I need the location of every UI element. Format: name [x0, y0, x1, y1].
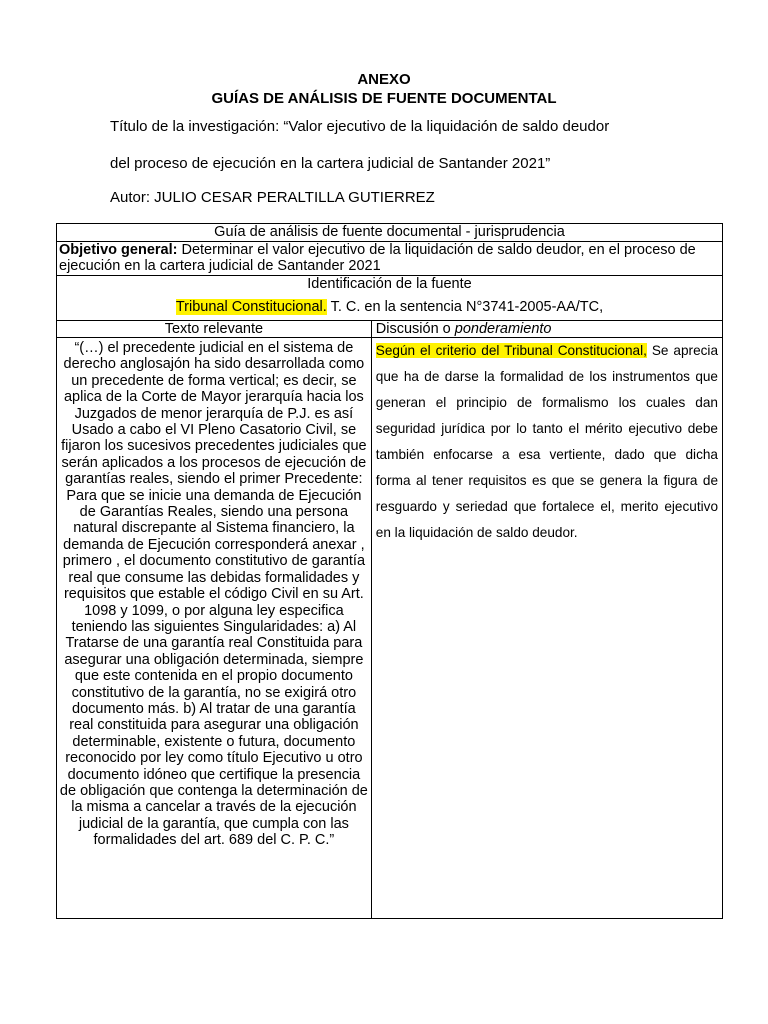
discussion-text: Se aprecia que ha de darse la formalidad de los instrumentos que generan el principio de formalismo los cuales dan seguridad jurídica por lo tanto el mérito ejecutivo debe también enfocarse a esa vertiente, dado que dicha forma al tener requisitos es que se genera la figura de resguardo y seriedad que fortalece el, merito ejecutivo en la liquidación de saldo deudor.	[375, 343, 719, 540]
guide-heading-row	[57, 224, 723, 242]
source-cell	[57, 275, 723, 320]
author-line: Autor: JULIO CESAR PERALTILLA GUTIERREZ	[110, 189, 435, 206]
guide-heading: Guía de análisis de fuente documental - jurisprudencia	[57, 224, 723, 242]
source-row	[57, 275, 723, 320]
discussion-cell	[371, 338, 722, 919]
source-rest: T. C. en la sentencia N°3741-2005-AA/TC,	[326, 299, 604, 315]
document-title: GUÍAS DE ANÁLISIS DE FUENTE DOCUMENTAL	[211, 90, 557, 107]
relevant-text-header: Texto relevante	[57, 320, 372, 338]
column-header-row	[57, 320, 723, 338]
objective-cell	[57, 241, 723, 275]
relevant-text-cell: “(…) el precedente judicial en el sistema de derecho anglosajón ha sido desarrollada como un precedente de forma vertical; es decir, se aplica de la Corte de Mayor jerarquía hacia los Juzgados de menor jerarquía de P.J. es así Usado a cabo el VI Pleno Casatorio Civil, se fijaron los sucesivos precedentes judiciales que serán aplicados a los procesos de ejecución de garantías reales, siendo el primer Precedente: Para que se inicie una demanda de Ejecución de Garantías Reales, siendo una persona natural discrepante al Sistema financiero, la demanda de Ejecución corresponderá anexar , primero , el documento constitutivo de garantía real que consume las debidas formalidades y requisitos que estable el código Civil en su Art. 1098 y 1099, o por alguna ley especifica teniendo las siguientes Singularidades: a) Al Tratarse de una garantía real Constituida para asegurar una obligación determinada, siempre que este contenida en el propio documento constitutivo de la garantía, no se exigirá otro documento más. b) Al tratar de una garantía real constituida para asegurar una obligación determinable, existente o futura, documento reconocido por ley como título Ejecutivo u otro documento idóneo que certifique la presencia de obligación que contenga la determinación de la misma a cancelar a través de la ejecución judicial de la garantía, que cumpla con las formalidades del art. 689 del C. P. C.”	[57, 338, 372, 919]
research-title-line-2: del proceso de ejecución en la cartera judicial de Santander 2021”	[110, 155, 551, 172]
research-title-line-1: Título de la investigación: “Valor ejecutivo de la liquidación de saldo deudor	[110, 118, 610, 135]
discussion-header-plain: Discusión o	[375, 320, 455, 337]
source-identification	[59, 299, 720, 320]
source-highlight: Tribunal Constitucional.	[175, 299, 327, 315]
objective-label: Objetivo general:	[59, 241, 178, 258]
discussion-highlight: Según el criterio del Tribunal Constitucional,	[375, 343, 647, 358]
discussion-header-italic: ponderamiento	[454, 320, 552, 337]
objective-row	[57, 241, 723, 275]
annex-heading: ANEXO	[357, 71, 411, 88]
source-heading: Identificación de la fuente	[307, 275, 472, 292]
objective-text: Determinar el valor ejecutivo de la liquidación de saldo deudor, en el proceso de ejecución en la cartera judicial de Santander 2021	[59, 241, 696, 274]
discussion-header	[371, 320, 722, 338]
analysis-guide-table	[56, 223, 723, 919]
content-row	[57, 338, 723, 919]
